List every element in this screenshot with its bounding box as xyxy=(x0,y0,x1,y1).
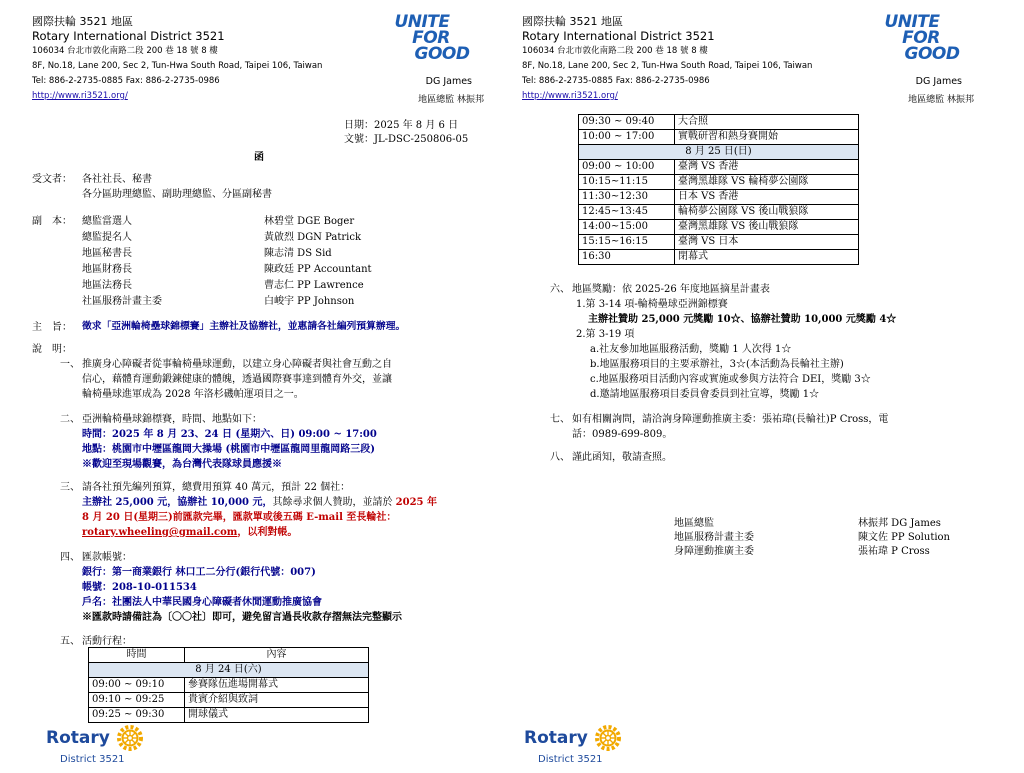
schedule-time: 11:30~12:30 xyxy=(579,190,675,205)
schedule-header-row xyxy=(89,648,369,663)
schedule-item: 臺灣 VS 日本 xyxy=(675,235,859,250)
item-6-sub-2-d: d.邀請地區服務項目委員會委員到社宣導，獎勵 1☆ xyxy=(590,389,820,400)
item-3-tail: ，以利對帳。 xyxy=(237,527,298,538)
email-link[interactable]: rotary.wheeling@gmail.com xyxy=(82,527,238,538)
cc-title: 總監當選人 xyxy=(82,216,132,227)
event-welcome: ※歡迎至現場觀賽，為台灣代表隊球員應援※ xyxy=(82,459,282,470)
item-4-number: 四、 xyxy=(60,552,80,563)
table-row xyxy=(579,220,859,235)
recipient-label: 受文者： xyxy=(32,174,72,185)
schedule-item: 輪椅夢公園隊 VS 後山戰狼隊 xyxy=(675,205,859,220)
cc-label: 副 本： xyxy=(32,216,72,227)
item-6-number: 六、 xyxy=(550,284,570,295)
rotary-wheel-icon xyxy=(116,724,144,752)
item-7-line: 話：0989-699-809。 xyxy=(572,429,673,440)
address-en: 8F, No.18, Lane 200, Sec 2, Tun-Hwa South Road, Taipei 106, Taiwan xyxy=(32,61,323,71)
letterhead xyxy=(32,14,492,106)
dg-title: 地區總監 林振邦 xyxy=(418,95,484,105)
cc-name: 林碧堂 DGE Boger xyxy=(264,216,355,227)
rotary-logo xyxy=(524,728,654,770)
tel-fax: Tel: 886-2-2735-0885 Fax: 886-2-2735-0986 xyxy=(32,76,220,86)
signer-title: 身障運動推廣主委 xyxy=(674,546,754,557)
district-name-en: Rotary International District 3521 xyxy=(522,29,715,43)
item-8-line: 謹此函知，敬請查照。 xyxy=(572,452,672,463)
table-row xyxy=(579,115,859,130)
schedule-item: 大合照 xyxy=(675,115,859,130)
address-en: 8F, No.18, Lane 200, Sec 2, Tun-Hwa South Road, Taipei 106, Taiwan xyxy=(522,61,813,71)
item-6-sub-2-a: a.社友參加地區服務活動，獎勵 1 人次得 1☆ xyxy=(590,344,792,355)
event-time: 時間：2025 年 8 月 23、24 日 (星期六、日) 09:00 ~ 17:00 xyxy=(82,429,377,440)
recipient-2: 各分區助理總監、副助理總監、分區副秘書 xyxy=(82,189,272,200)
table-row xyxy=(89,708,369,723)
item-6-line: 地區獎勵：依 2025-26 年度地區摘星計畫表 xyxy=(572,284,770,295)
schedule-time: 09:00 ~ 10:00 xyxy=(579,160,675,175)
schedule-item: 開球儀式 xyxy=(185,708,369,723)
item-3-text: 其餘尋求個人贊助，並請於 xyxy=(272,497,396,508)
schedule-time: 14:00~15:00 xyxy=(579,220,675,235)
schedule-item: 日本 VS 香港 xyxy=(675,190,859,205)
table-row xyxy=(579,205,859,220)
table-row xyxy=(579,250,859,265)
table-row xyxy=(579,130,859,145)
schedule-item: 閉幕式 xyxy=(675,250,859,265)
doc-type: 函 xyxy=(254,152,264,163)
unite-for-good-logo: UNITE FOR GOOD xyxy=(394,12,470,64)
schedule-time: 09:10 ~ 09:25 xyxy=(89,693,185,708)
item-3-number: 三、 xyxy=(60,482,80,493)
cc-name: 白峻宇 PP Johnson xyxy=(264,296,355,307)
cc-name: 陳政廷 PP Accountant xyxy=(264,264,372,275)
item-7-line: 如有相關詢問，請洽詢身障運動推廣主委：張祐瑋(長輪社)P Cross，電 xyxy=(572,414,889,425)
schedule-table xyxy=(88,647,369,723)
tel-fax: Tel: 886-2-2735-0885 Fax: 886-2-2735-0986 xyxy=(522,76,710,86)
letter-page-2 xyxy=(512,0,1002,773)
event-place: 地點：桃園市中壢區龍岡大操場 (桃園市中壢區龍岡里龍岡路三段) xyxy=(82,444,375,455)
rotary-logo xyxy=(46,728,176,770)
cc-name: 陳志清 DS Sid xyxy=(264,248,332,259)
website-link[interactable]: http://www.ri3521.org/ xyxy=(522,91,618,101)
item-2-line: 亞洲輪椅壘球錦標賽，時間、地點如下： xyxy=(82,414,262,425)
schedule-day-cell: 8 月 25 日(日) xyxy=(579,145,859,160)
unite-for-good-logo: UNITE FOR GOOD xyxy=(884,12,960,64)
district-name-en: Rotary International District 3521 xyxy=(32,29,225,43)
schedule-time: 09:00 ~ 09:10 xyxy=(89,678,185,693)
schedule-day-row xyxy=(579,145,859,160)
schedule-item: 實戰研習和熱身賽開始 xyxy=(675,130,859,145)
letter-page-1 xyxy=(22,0,512,773)
signer-name: 林振邦 DG James xyxy=(858,518,941,529)
dg-name: DG James xyxy=(915,76,962,87)
district-name-zh: 國際扶輪 3521 地區 xyxy=(522,15,623,28)
schedule-item: 臺灣黑雄隊 VS 後山戰狼隊 xyxy=(675,220,859,235)
item-3-line: 請各社預先編列預算，總費用預算 40 萬元，預計 22 個社： xyxy=(82,482,351,493)
explain-label: 說 明： xyxy=(32,344,72,355)
rotary-wordmark: Rotary xyxy=(524,728,588,748)
website-link[interactable]: http://www.ri3521.org/ xyxy=(32,91,128,101)
rotary-district: District 3521 xyxy=(60,754,125,765)
subject-label: 主 旨： xyxy=(32,322,72,333)
table-row xyxy=(579,190,859,205)
item-3-line xyxy=(82,523,297,538)
schedule-item: 臺灣黑雄隊 VS 輪椅夢公園隊 xyxy=(675,175,859,190)
cc-title: 地區財務長 xyxy=(82,264,132,275)
rotary-wheel-icon xyxy=(594,724,622,752)
sponsor-amounts: 主辦社 25,000 元，協辦社 10,000 元， xyxy=(82,497,273,508)
item-6-sub-1: 1.第 3-14 項-輪椅壘球亞洲錦標賽 xyxy=(576,299,728,310)
bank-name: 銀行：第一商業銀行 林口工二分行(銀行代號：007) xyxy=(82,567,316,578)
letterhead xyxy=(522,14,982,106)
schedule-day-row xyxy=(89,663,369,678)
cc-name: 黃啟烈 DGN Patrick xyxy=(264,232,362,243)
table-row xyxy=(89,678,369,693)
schedule-item: 貴賓介紹與致詞 xyxy=(185,693,369,708)
deadline-text: 8 月 20 日(星期三)前匯款完畢，匯款單或後五碼 E-mail 至長輪社： xyxy=(82,512,397,523)
cc-title: 地區秘書長 xyxy=(82,248,132,259)
item-6-sub-2-c: c.地區服務項目活動內容或實施或參與方法符合 DEI，獎勵 3☆ xyxy=(590,374,871,385)
schedule-item: 臺灣 VS 香港 xyxy=(675,160,859,175)
schedule-time: 12:45~13:45 xyxy=(579,205,675,220)
doc-number: 文號：JL-DSC-250806-05 xyxy=(344,134,469,145)
recipient-1: 各社社長、秘書 xyxy=(82,174,152,185)
item-6-sub-1-reward: 主辦社贊助 25,000 元獎勵 10☆、協辦社贊助 10,000 元獎勵 4☆ xyxy=(588,314,897,325)
deadline-year: 2025 年 xyxy=(395,497,437,508)
signer-name: 張祐瑋 P Cross xyxy=(858,546,930,557)
item-6-sub-2-b: b.地區服務項目的主要承辦社，3☆(本活動為長輪社主辦) xyxy=(590,359,844,370)
schedule-table-continued xyxy=(578,114,859,265)
schedule-time: 16:30 xyxy=(579,250,675,265)
item-5-line: 活動行程： xyxy=(82,636,132,647)
letter-date: 日期：2025 年 8 月 6 日 xyxy=(344,120,459,131)
address-zh: 106034 台北市敦化南路二段 200 巷 18 號 8 樓 xyxy=(522,46,708,56)
signer-title: 地區服務計畫主委 xyxy=(674,532,754,543)
schedule-time: 10:00 ~ 17:00 xyxy=(579,130,675,145)
item-4-line: 匯款帳號： xyxy=(82,552,132,563)
item-1-number: 一、 xyxy=(60,359,80,370)
table-row xyxy=(579,160,859,175)
schedule-time: 15:15~16:15 xyxy=(579,235,675,250)
district-name-zh: 國際扶輪 3521 地區 xyxy=(32,15,133,28)
cc-title: 社區服務計畫主委 xyxy=(82,296,162,307)
cc-title: 總監提名人 xyxy=(82,232,132,243)
schedule-time: 10:15~11:15 xyxy=(579,175,675,190)
address-zh: 106034 台北市敦化南路二段 200 巷 18 號 8 樓 xyxy=(32,46,218,56)
item-2-number: 二、 xyxy=(60,414,80,425)
account-holder: 戶名：社團法人中華民國身心障礙者休閒運動推廣協會 xyxy=(82,597,322,608)
dg-title: 地區總監 林振邦 xyxy=(908,95,974,105)
schedule-header-cell: 時間 xyxy=(89,648,185,663)
schedule-time: 09:30 ~ 09:40 xyxy=(579,115,675,130)
table-row xyxy=(579,175,859,190)
item-1-line: 推廣身心障礙者從事輪椅壘球運動，以建立身心障礙者與社會互動之自 xyxy=(82,359,392,370)
schedule-item: 參賽隊伍進場開幕式 xyxy=(185,678,369,693)
table-row xyxy=(89,693,369,708)
signer-name: 陳文佐 PP Solution xyxy=(858,532,951,543)
cc-title: 地區法務長 xyxy=(82,280,132,291)
item-6-sub-2: 2.第 3-19 項 xyxy=(576,329,635,340)
item-3-line xyxy=(82,493,437,508)
schedule-day-cell: 8 月 24 日(六) xyxy=(89,663,369,678)
item-5-number: 五、 xyxy=(60,636,80,647)
table-row xyxy=(579,235,859,250)
schedule-header-cell: 內容 xyxy=(185,648,369,663)
item-1-line: 信心，藉體育運動鍛鍊健康的體魄，透過國際賽事達到體育外交，並讓 xyxy=(82,374,392,385)
subject-text: 徵求「亞洲輪椅壘球錦標賽」主辦社及協辦社，並惠請各社編列預算辦理。 xyxy=(82,321,406,332)
item-7-number: 七、 xyxy=(550,414,570,425)
remittance-note: ※匯款時請備註為〔〇〇社〕即可，避免留言過長收款存摺無法完整顯示 xyxy=(82,612,402,623)
rotary-wordmark: Rotary xyxy=(46,728,110,748)
item-1-line: 輪椅壘球進軍成為 2028 年洛杉磯帕運項目之一。 xyxy=(82,389,304,400)
schedule-time: 09:25 ~ 09:30 xyxy=(89,708,185,723)
item-8-number: 八、 xyxy=(550,452,570,463)
rotary-district: District 3521 xyxy=(538,754,603,765)
bank-account: 帳號：208-10-011534 xyxy=(82,582,197,593)
dg-name: DG James xyxy=(425,76,472,87)
signer-title: 地區總監 xyxy=(674,518,714,529)
cc-name: 曹志仁 PP Lawrence xyxy=(264,280,364,291)
